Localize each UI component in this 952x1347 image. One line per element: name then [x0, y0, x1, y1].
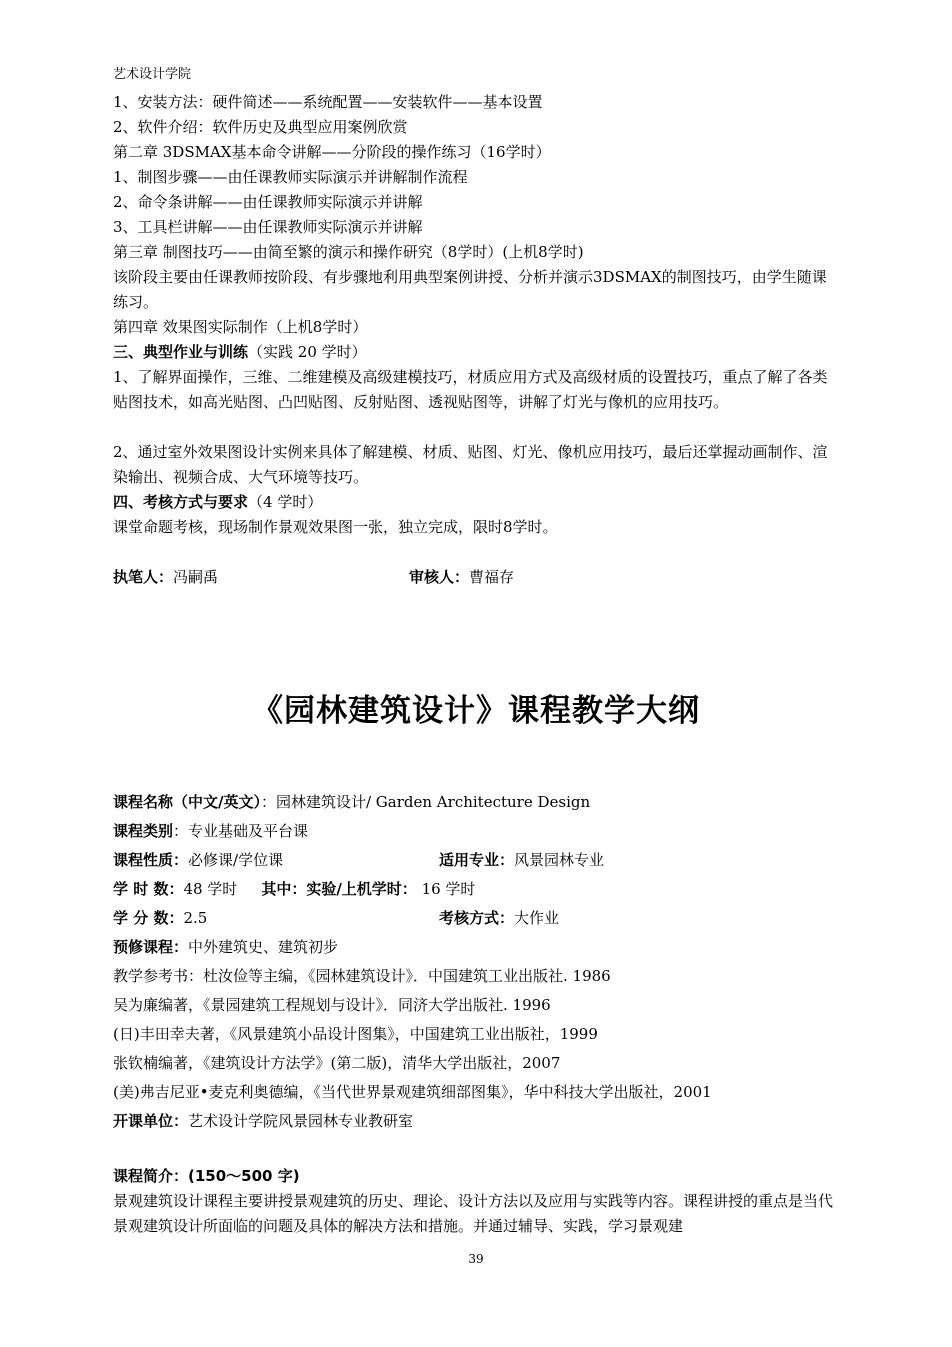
info-value: 必修课/学位课: [188, 851, 284, 869]
text-line: 1、安装方法：硬件简述——系统配置——安装软件——基本设置: [113, 93, 543, 111]
page-title: 《园林建筑设计》课程教学大纲: [252, 693, 700, 729]
writer-label: 执笔人：: [113, 568, 174, 586]
info-label: 考核方式：: [439, 909, 515, 927]
info-value: 风景园林专业: [514, 851, 605, 869]
paragraph: 1、了解界面操作，三维、二维建模及高级建模技巧，材质应用方式及高级材质的设置技巧，重点了解了各类贴图技术，如高光贴图、凸凹贴图、反射贴图、透视贴图等，讲解了灯光与像机的应用技巧。: [113, 368, 828, 411]
text-line: 2、命令条讲解——由任课教师实际演示并讲解: [113, 193, 423, 211]
info-label: 预修课程：: [113, 938, 189, 956]
info-value: 2.5: [183, 909, 208, 927]
chapter-heading: 第三章 制图技巧——由简至繁的演示和操作研究（8学时）(上机8学时): [113, 243, 584, 261]
reviewer-name: 曹福存: [469, 568, 515, 586]
info-value: 大作业: [514, 909, 560, 927]
page-number: 39: [468, 1252, 484, 1266]
info-row-hours: [113, 877, 843, 902]
writer-name: 冯嗣禹: [173, 568, 219, 586]
text-line: 2、软件介绍：软件历史及典型应用案例欣赏: [113, 118, 408, 136]
info-label: 开课单位：: [113, 1112, 189, 1130]
info-label: 适用专业：: [439, 851, 515, 869]
info-label: 其中：实验/上机学时：: [261, 880, 417, 898]
text-line: 课堂命题考核，现场制作景观效果图一张，独立完成，限时8学时。: [113, 518, 558, 536]
text-line: 1、制图步骤——由任课教师实际演示并讲解制作流程: [113, 168, 468, 186]
info-value: 48 学时: [183, 880, 238, 898]
page-header: 艺术设计学院: [113, 67, 192, 82]
section-heading-hours: （实践 20 学时）: [248, 343, 367, 361]
info-value: 艺术设计学院风景园林专业教研室: [188, 1112, 414, 1130]
info-value: 16 学时: [416, 880, 476, 898]
info-row-major: [439, 848, 839, 873]
reference-line: 教学参考书：杜汝俭等主编，《园林建筑设计》．中国建筑工业出版社. 1986: [113, 967, 611, 985]
info-value: ：专业基础及平台课: [173, 822, 309, 840]
info-row-course-name: [113, 790, 843, 815]
info-row-unit: [113, 1109, 843, 1134]
info-label: 课程类别: [113, 822, 174, 840]
info-row-assessment: [439, 906, 839, 931]
info-label: 学 分 数：: [113, 909, 184, 927]
reviewer-line: [409, 565, 829, 590]
paragraph: 该阶段主要由任课教师按阶段、有步骤地利用典型案例讲授、分析并演示3DSMAX的制图技巧，由学生随课练习。: [113, 268, 827, 311]
section-heading-hours: （4 学时）: [248, 493, 323, 511]
reference-line: (美)弗吉尼亚•麦克利奥德编，《当代世界景观建筑细部图集》，华中科技大学出版社，2001: [113, 1083, 712, 1101]
info-label: 学 时 数：: [113, 880, 184, 898]
info-label: 课程名称（中文/英文）: [113, 793, 261, 811]
section-heading: [113, 340, 843, 365]
chapter-heading: 第二章 3DSMAX基本命令讲解——分阶段的操作练习（16学时）: [113, 143, 551, 161]
section-heading-label: 三、典型作业与训练: [113, 343, 249, 361]
section-heading: [113, 490, 843, 515]
info-label: 课程性质：: [113, 851, 189, 869]
intro-paragraph: 景观建筑设计课程主要讲授景观建筑的历史、理论、设计方法以及应用与实践等内容。课程讲授的重点是当代景观建筑设计所面临的问题及具体的解决方法和措施。并通过辅导、实践，学习景观建: [113, 1192, 834, 1235]
reference-line: 张钦楠编著，《建筑设计方法学》(第二版)，清华大学出版社，2007: [113, 1054, 561, 1072]
chapter-heading: 第四章 效果图实际制作（上机8学时）: [113, 318, 368, 336]
reviewer-label: 审核人：: [409, 568, 470, 586]
intro-label: 课程简介：(150～500 字): [113, 1167, 300, 1185]
text-line: 3、工具栏讲解——由任课教师实际演示并讲解: [113, 218, 423, 236]
section-heading-label: 四、考核方式与要求: [113, 493, 249, 511]
info-value: 中外建筑史、建筑初步: [188, 938, 339, 956]
info-row-course-type: [113, 819, 843, 844]
paragraph: 2、通过室外效果图设计实例来具体了解建模、材质、贴图、灯光、像机应用技巧，最后还掌握动画制作、渲染输出、视频合成、大气环境等技巧。: [113, 443, 828, 486]
reference-line: 吴为廉编著，《景园建筑工程规划与设计》．同济大学出版社. 1996: [113, 996, 551, 1014]
info-value: ：园林建筑设计/ Garden Architecture Design: [260, 793, 591, 811]
reference-line: (日)丰田幸夫著，《风景建筑小品设计图集》，中国建筑工业出版社，1999: [113, 1025, 598, 1043]
info-row-prerequisite: [113, 935, 843, 960]
